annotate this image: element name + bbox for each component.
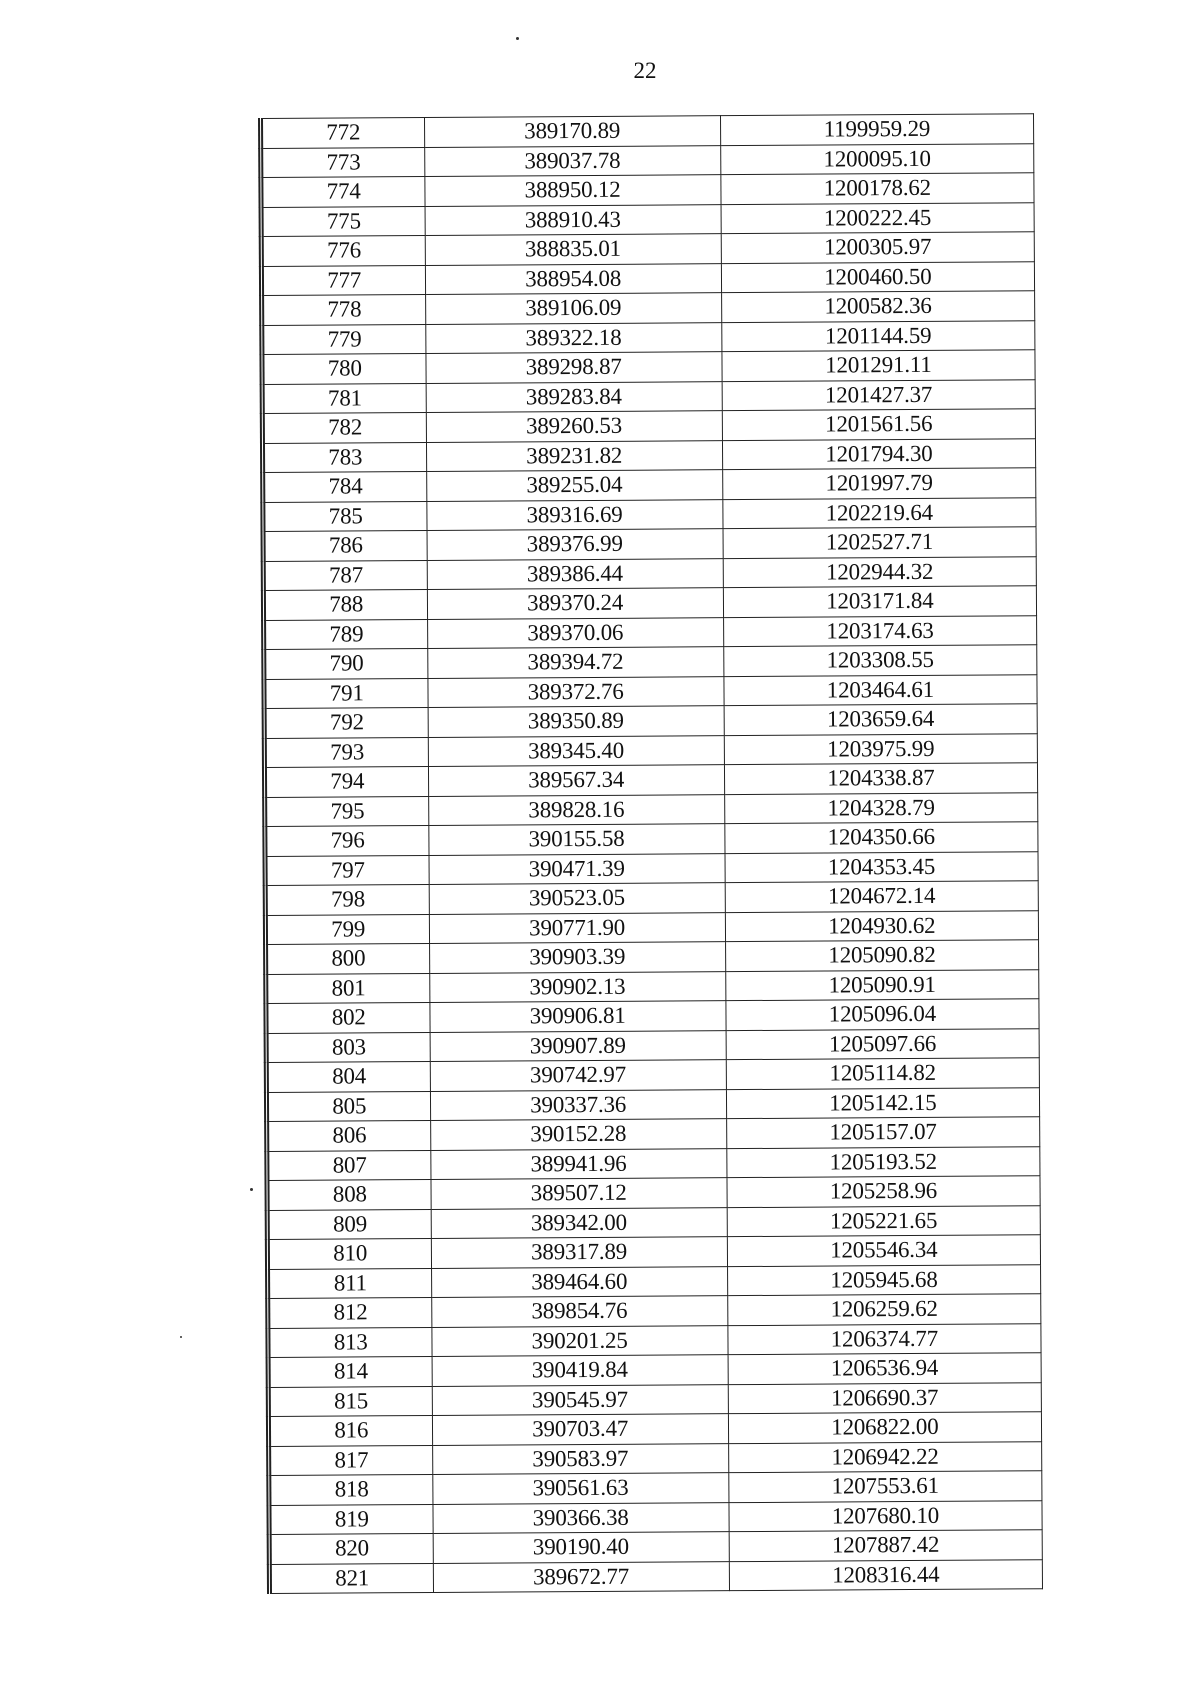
y-coordinate-cell: 1204350.66 [725,822,1038,853]
point-number-cell: 793 [264,737,428,767]
x-coordinate-cell: 389828.16 [428,794,724,825]
x-coordinate-cell: 390471.39 [429,853,725,884]
point-number-cell: 777 [261,265,425,295]
table-row [267,1176,1040,1210]
point-number-cell: 819 [269,1504,433,1534]
scan-speck [250,1188,253,1191]
x-coordinate-cell: 388954.08 [425,263,721,294]
y-coordinate-cell: 1205097.66 [726,1028,1039,1059]
coordinates-table-container [258,113,1043,1594]
point-number-cell: 792 [264,707,428,737]
y-coordinate-cell: 1202944.32 [723,556,1036,587]
y-coordinate-cell: 1206374.77 [728,1323,1041,1354]
y-coordinate-cell: 1205221.65 [727,1205,1040,1236]
point-number-cell: 799 [265,914,429,944]
x-coordinate-cell: 388950.12 [424,175,720,206]
table-row [261,202,1034,236]
coordinates-table [258,113,1043,1594]
table-row [266,969,1039,1003]
x-coordinate-cell: 389283.84 [426,381,722,412]
y-coordinate-cell: 1203975.99 [724,733,1037,764]
point-number-cell: 798 [265,884,429,914]
point-number-cell: 814 [268,1356,432,1386]
table-row [268,1264,1041,1298]
table-row [267,1117,1040,1151]
y-coordinate-cell: 1200178.62 [721,173,1034,204]
table-row [261,114,1034,148]
x-coordinate-cell: 390366.38 [432,1502,728,1533]
point-number-cell: 820 [269,1533,433,1563]
point-number-cell: 806 [267,1120,431,1150]
y-coordinate-cell: 1205157.07 [726,1117,1039,1148]
point-number-cell: 817 [269,1445,433,1475]
table-row [269,1559,1042,1593]
x-coordinate-cell: 389672.77 [433,1561,729,1592]
y-coordinate-cell: 1201794.30 [722,438,1035,469]
table-row [264,733,1037,767]
table-row [261,143,1034,177]
table-row [265,792,1038,826]
x-coordinate-cell: 390152.28 [430,1119,726,1150]
point-number-cell: 790 [264,648,428,678]
point-number-cell: 778 [262,294,426,324]
y-coordinate-cell: 1201144.59 [722,320,1035,351]
table-row [264,615,1037,649]
point-number-cell: 775 [261,206,425,236]
y-coordinate-cell: 1200222.45 [721,202,1034,233]
point-number-cell: 781 [262,383,426,413]
x-coordinate-cell: 389316.69 [426,499,722,530]
x-coordinate-cell: 389350.89 [428,706,724,737]
y-coordinate-cell: 1206690.37 [728,1382,1041,1413]
point-number-cell: 809 [267,1209,431,1239]
x-coordinate-cell: 390742.97 [430,1060,726,1091]
y-coordinate-cell: 1202219.64 [723,497,1036,528]
table-row [262,291,1035,325]
table-row [262,438,1035,472]
point-number-cell: 821 [269,1563,433,1593]
x-coordinate-cell: 390771.90 [429,912,725,943]
y-coordinate-cell: 1205546.34 [727,1235,1040,1266]
x-coordinate-cell: 390545.97 [432,1384,728,1415]
x-coordinate-cell: 389464.60 [431,1266,727,1297]
x-coordinate-cell: 389345.40 [428,735,724,766]
table-row [268,1353,1041,1387]
point-number-cell: 789 [264,619,428,649]
y-coordinate-cell: 1205096.04 [726,999,1039,1030]
y-coordinate-cell: 1203171.84 [723,586,1036,617]
table-row [266,1028,1039,1062]
x-coordinate-cell: 390190.40 [433,1532,729,1563]
point-number-cell: 788 [263,589,427,619]
y-coordinate-cell: 1201561.56 [722,409,1035,440]
point-number-cell: 780 [262,353,426,383]
y-coordinate-cell: 1205193.52 [727,1146,1040,1177]
coordinates-table-body [261,114,1043,1594]
table-row [264,674,1037,708]
y-coordinate-cell: 1204328.79 [724,792,1037,823]
table-row [265,881,1038,915]
table-row [261,232,1034,266]
x-coordinate-cell: 389106.09 [425,293,721,324]
x-coordinate-cell: 389260.53 [426,411,722,442]
y-coordinate-cell: 1201997.79 [722,468,1035,499]
table-row [265,910,1038,944]
x-coordinate-cell: 390903.39 [429,942,725,973]
y-coordinate-cell: 1201427.37 [722,379,1035,410]
x-coordinate-cell: 388910.43 [425,204,721,235]
table-row [268,1294,1041,1328]
x-coordinate-cell: 389255.04 [426,470,722,501]
y-coordinate-cell: 1205090.82 [725,940,1038,971]
page-number: 22 [633,58,657,83]
y-coordinate-cell: 1206942.22 [728,1441,1041,1472]
table-row [262,379,1035,413]
point-number-cell: 813 [268,1327,432,1357]
point-number-cell: 808 [267,1179,431,1209]
x-coordinate-cell: 389170.89 [424,116,720,147]
table-row [262,409,1035,443]
y-coordinate-cell: 1205090.91 [725,969,1038,1000]
y-coordinate-cell: 1208316.44 [729,1559,1042,1590]
y-coordinate-cell: 1199959.29 [720,114,1033,145]
point-number-cell: 785 [263,501,427,531]
y-coordinate-cell: 1207680.10 [729,1500,1042,1531]
x-coordinate-cell: 390703.47 [432,1414,728,1445]
y-coordinate-cell: 1204672.14 [725,881,1038,912]
table-row [263,468,1036,502]
point-number-cell: 800 [266,943,430,973]
point-number-cell: 783 [262,442,426,472]
table-row [266,1087,1039,1121]
table-row [267,1205,1040,1239]
table-row [264,645,1037,679]
point-number-cell: 810 [267,1238,431,1268]
scan-speck [516,37,519,40]
table-row [269,1471,1042,1505]
table-row [262,320,1035,354]
x-coordinate-cell: 389317.89 [431,1237,727,1268]
x-coordinate-cell: 389322.18 [425,322,721,353]
point-number-cell: 811 [268,1268,432,1298]
x-coordinate-cell: 389342.00 [431,1207,727,1238]
x-coordinate-cell: 390583.97 [432,1443,728,1474]
y-coordinate-cell: 1204338.87 [724,763,1037,794]
point-number-cell: 818 [269,1474,433,1504]
x-coordinate-cell: 389567.34 [428,765,724,796]
x-coordinate-cell: 389037.78 [424,145,720,176]
point-number-cell: 786 [263,530,427,560]
y-coordinate-cell: 1203174.63 [723,615,1036,646]
x-coordinate-cell: 389376.99 [427,529,723,560]
point-number-cell: 782 [262,412,426,442]
x-coordinate-cell: 389231.82 [426,440,722,471]
point-number-cell: 787 [263,560,427,590]
y-coordinate-cell: 1207553.61 [729,1471,1042,1502]
point-number-cell: 776 [261,235,425,265]
table-row [261,261,1034,295]
table-row [269,1441,1042,1475]
table-row [263,586,1036,620]
point-number-cell: 797 [265,855,429,885]
y-coordinate-cell: 1202527.71 [723,527,1036,558]
point-number-cell: 815 [268,1386,432,1416]
point-number-cell: 804 [266,1061,430,1091]
table-row [266,1058,1039,1092]
table-row [268,1323,1041,1357]
y-coordinate-cell: 1206259.62 [727,1294,1040,1325]
point-number-cell: 774 [261,176,425,206]
table-row [264,704,1037,738]
point-number-cell: 772 [261,117,425,147]
y-coordinate-cell: 1203659.64 [724,704,1037,735]
table-row [266,999,1039,1033]
point-number-cell: 794 [264,766,428,796]
y-coordinate-cell: 1200095.10 [720,143,1033,174]
y-coordinate-cell: 1205114.82 [726,1058,1039,1089]
y-coordinate-cell: 1204930.62 [725,910,1038,941]
point-number-cell: 773 [261,147,425,177]
table-row [265,851,1038,885]
table-row [267,1235,1040,1269]
x-coordinate-cell: 388835.01 [425,234,721,265]
table-row [267,1146,1040,1180]
x-coordinate-cell: 389370.06 [427,617,723,648]
x-coordinate-cell: 390419.84 [432,1355,728,1386]
table-row [261,173,1034,207]
table-row [269,1500,1042,1534]
table-row [263,497,1036,531]
y-coordinate-cell: 1205258.96 [727,1176,1040,1207]
x-coordinate-cell: 390561.63 [432,1473,728,1504]
table-row [263,556,1036,590]
table-row [264,763,1037,797]
point-number-cell: 784 [263,471,427,501]
scan-speck [180,1336,182,1338]
point-number-cell: 812 [268,1297,432,1327]
y-coordinate-cell: 1205142.15 [726,1087,1039,1118]
y-coordinate-cell: 1204353.45 [725,851,1038,882]
table-row [265,822,1038,856]
y-coordinate-cell: 1205945.68 [727,1264,1040,1295]
point-number-cell: 795 [265,796,429,826]
x-coordinate-cell: 389394.72 [427,647,723,678]
x-coordinate-cell: 389854.76 [431,1296,727,1327]
y-coordinate-cell: 1200582.36 [721,291,1034,322]
y-coordinate-cell: 1200305.97 [721,232,1034,263]
x-coordinate-cell: 390337.36 [430,1089,726,1120]
table-row [268,1412,1041,1446]
x-coordinate-cell: 390902.13 [429,971,725,1002]
point-number-cell: 816 [268,1415,432,1445]
point-number-cell: 801 [266,973,430,1003]
x-coordinate-cell: 390907.89 [430,1030,726,1061]
point-number-cell: 803 [266,1032,430,1062]
x-coordinate-cell: 389941.96 [430,1148,726,1179]
x-coordinate-cell: 390155.58 [428,824,724,855]
x-coordinate-cell: 389386.44 [427,558,723,589]
x-coordinate-cell: 390906.81 [429,1001,725,1032]
table-row [266,940,1039,974]
point-number-cell: 807 [267,1150,431,1180]
table-row [268,1382,1041,1416]
point-number-cell: 802 [266,1002,430,1032]
y-coordinate-cell: 1201291.11 [722,350,1035,381]
x-coordinate-cell: 389370.24 [427,588,723,619]
x-coordinate-cell: 389507.12 [431,1178,727,1209]
point-number-cell: 791 [264,678,428,708]
y-coordinate-cell: 1207887.42 [729,1530,1042,1561]
table-row [263,527,1036,561]
x-coordinate-cell: 390201.25 [431,1325,727,1356]
y-coordinate-cell: 1203308.55 [723,645,1036,676]
x-coordinate-cell: 389298.87 [425,352,721,383]
point-number-cell: 805 [266,1091,430,1121]
y-coordinate-cell: 1200460.50 [721,261,1034,292]
y-coordinate-cell: 1206536.94 [728,1353,1041,1384]
point-number-cell: 796 [265,825,429,855]
table-row [262,350,1035,384]
y-coordinate-cell: 1203464.61 [724,674,1037,705]
point-number-cell: 779 [262,324,426,354]
y-coordinate-cell: 1206822.00 [728,1412,1041,1443]
x-coordinate-cell: 389372.76 [427,676,723,707]
table-row [269,1530,1042,1564]
x-coordinate-cell: 390523.05 [429,883,725,914]
